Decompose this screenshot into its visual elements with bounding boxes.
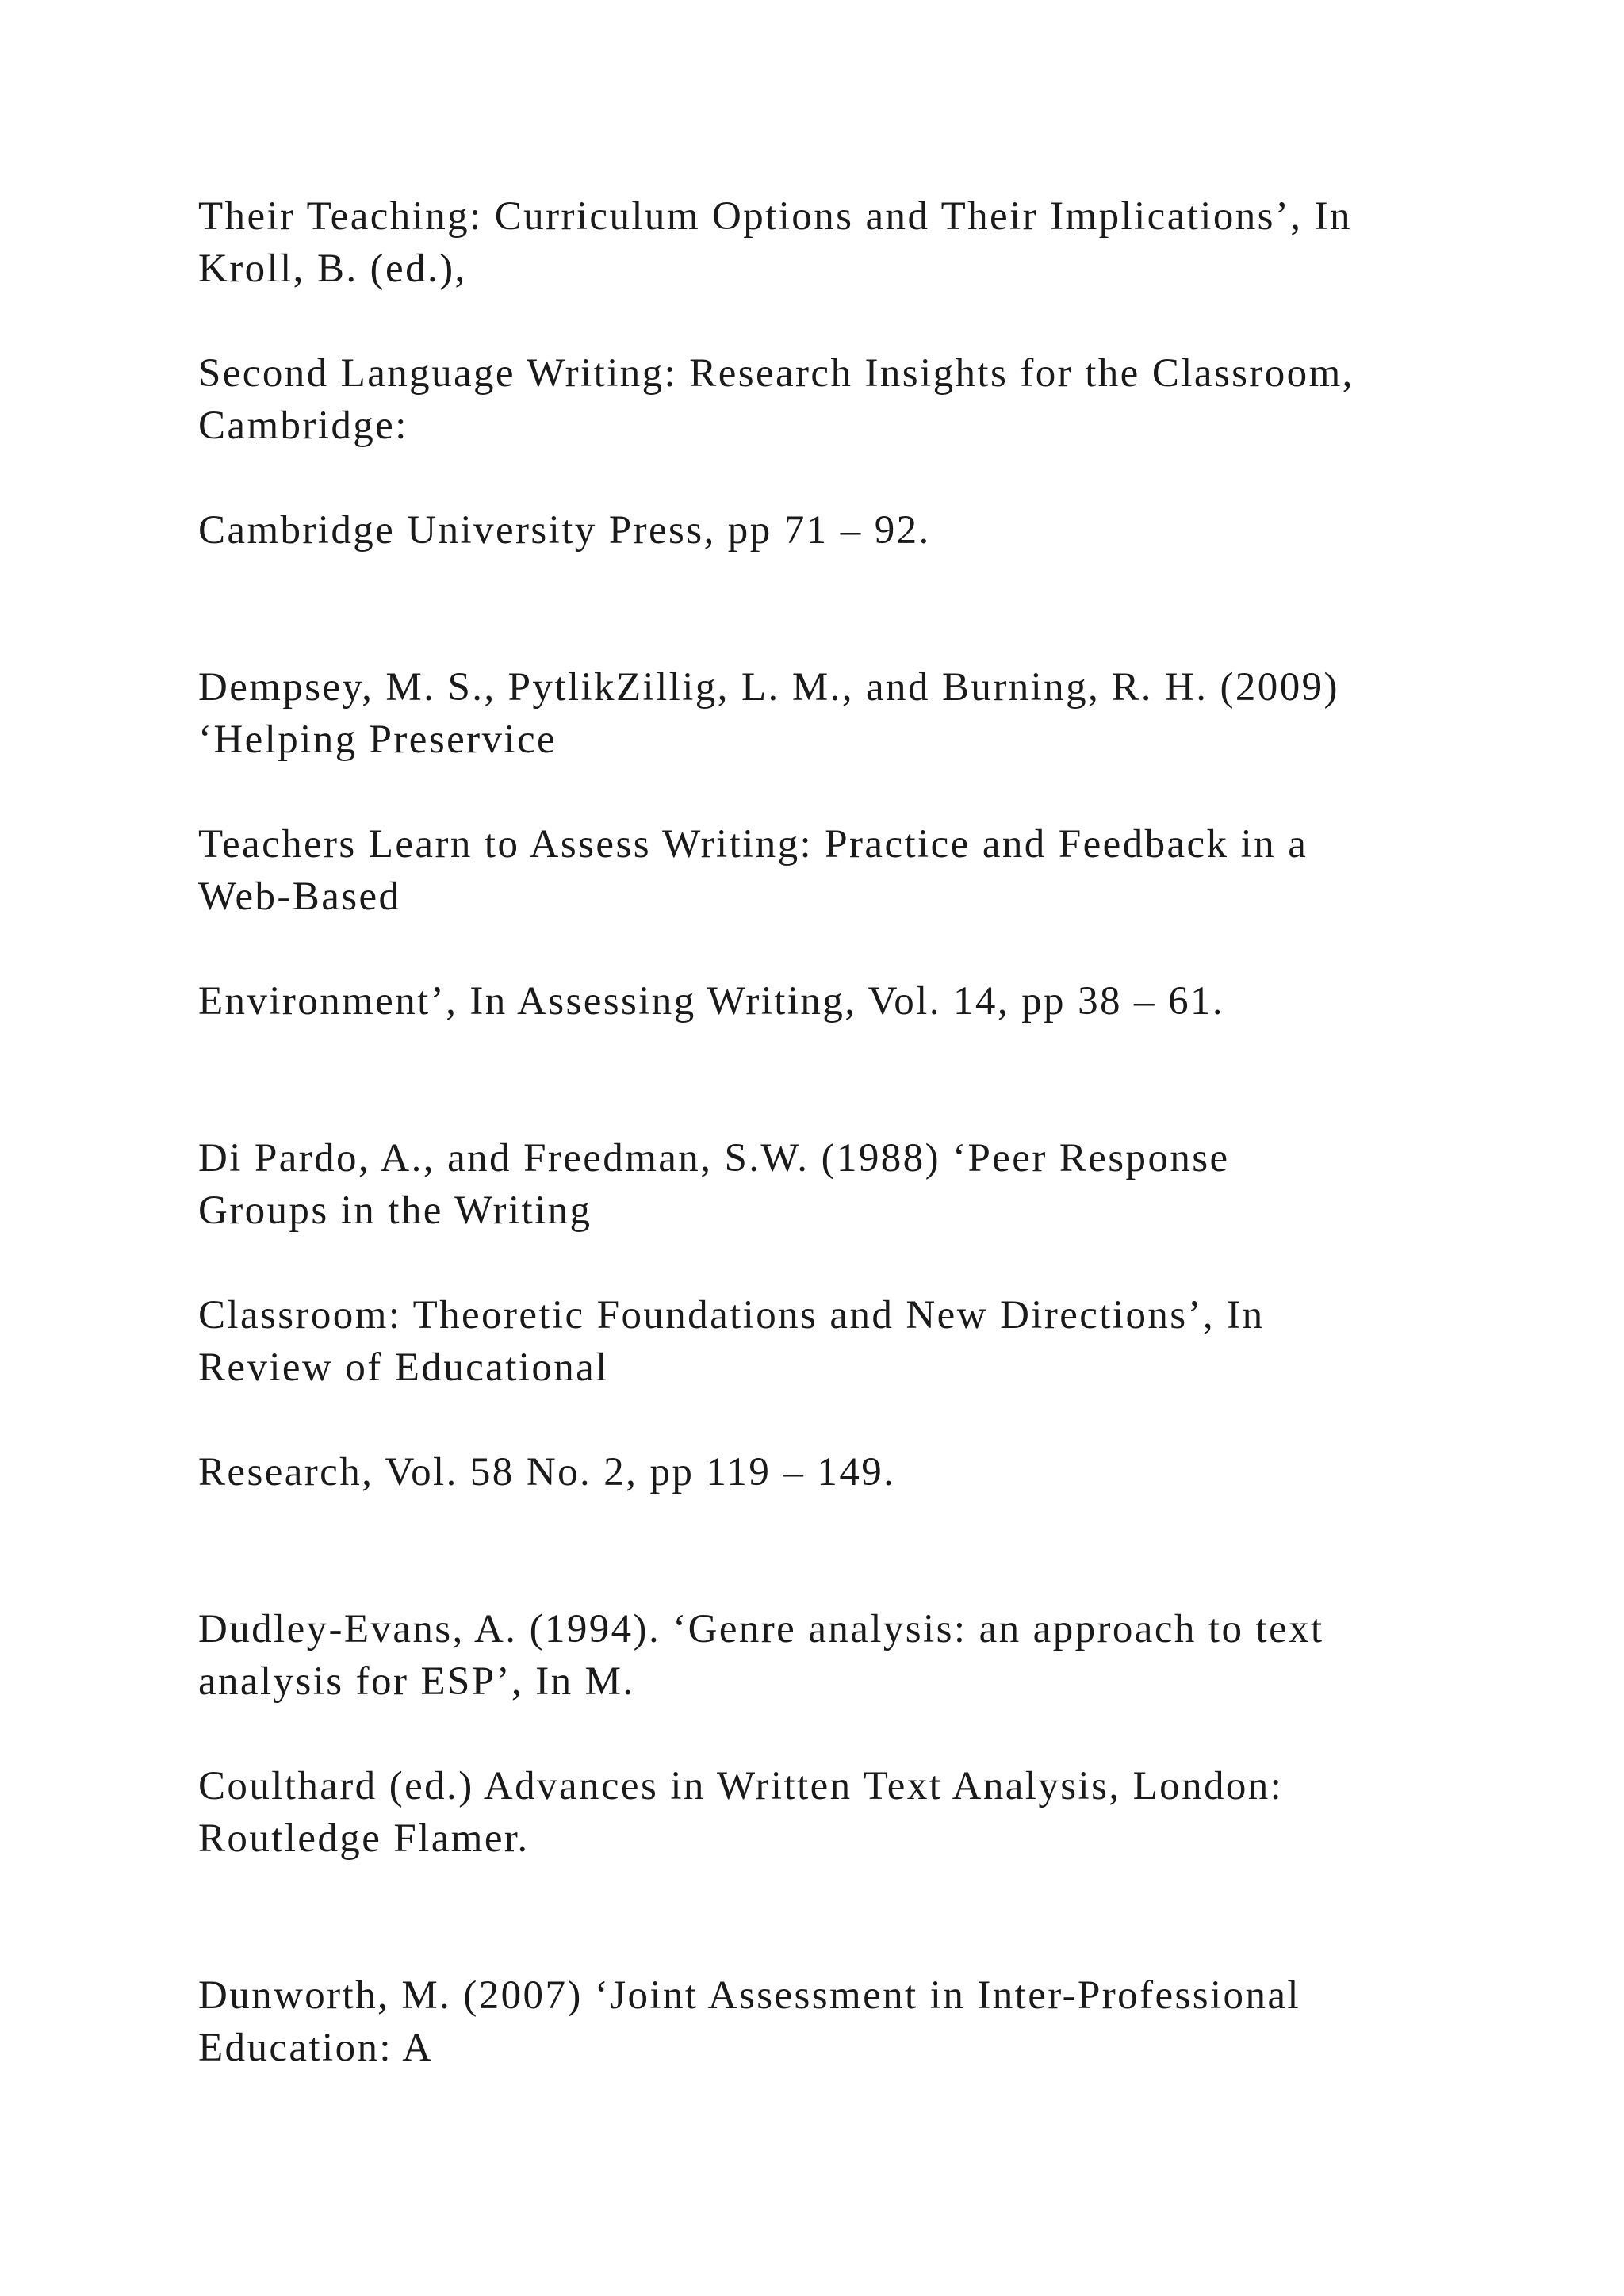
reference-paragraph: Environment’, In Assessing Writing, Vol. 14, pp 38 – 61. — [198, 979, 1225, 1024]
reference-paragraph: Coulthard (ed.) Advances in Written Text Analysis, London: Routledge Flamer. — [198, 1764, 1284, 1861]
entry-gap — [198, 557, 1483, 661]
paragraph-gap — [198, 923, 1483, 975]
reference-paragraph: Research, Vol. 58 No. 2, pp 119 – 149. — [198, 1450, 896, 1494]
reference-paragraph: Dunworth, M. (2007) ‘Joint Assessment in Inter-Professional Education: A — [198, 1973, 1300, 2070]
reference-paragraph: Teachers Learn to Assess Writing: Practice and Feedback in a Web-Based — [198, 822, 1308, 919]
reference-paragraph: Cambridge University Press, pp 71 – 92. — [198, 508, 931, 553]
entry-gap — [198, 1027, 1483, 1132]
paragraph-gap — [198, 1237, 1483, 1289]
reference-paragraph: Dempsey, M. S., PytlikZillig, L. M., and Burning, R. H. (2009) ‘Helping Preservice — [198, 665, 1339, 762]
reference-paragraph: Second Language Writing: Research Insights for the Classroom, Cambridge: — [198, 351, 1354, 448]
paragraph-gap — [198, 452, 1483, 504]
reference-paragraph: Dudley-Evans, A. (1994). ‘Genre analysis: an approach to text analysis for ESP’, In M. — [198, 1607, 1324, 1704]
entry-gap — [198, 1498, 1483, 1603]
entry-gap — [198, 1865, 1483, 1969]
paragraph-gap — [198, 766, 1483, 818]
reference-paragraph: Their Teaching: Curriculum Options and Their Implications’, In Kroll, B. (ed.), — [198, 194, 1352, 291]
paragraph-gap — [198, 295, 1483, 347]
paragraph-gap — [198, 1394, 1483, 1446]
reference-list — [198, 190, 1483, 2074]
reference-paragraph: Di Pardo, A., and Freedman, S.W. (1988) ‘Peer Response Groups in the Writing — [198, 1136, 1230, 1233]
paragraph-gap — [198, 1708, 1483, 1760]
reference-paragraph: Classroom: Theoretic Foundations and New Directions’, In Review of Educational — [198, 1293, 1265, 1390]
